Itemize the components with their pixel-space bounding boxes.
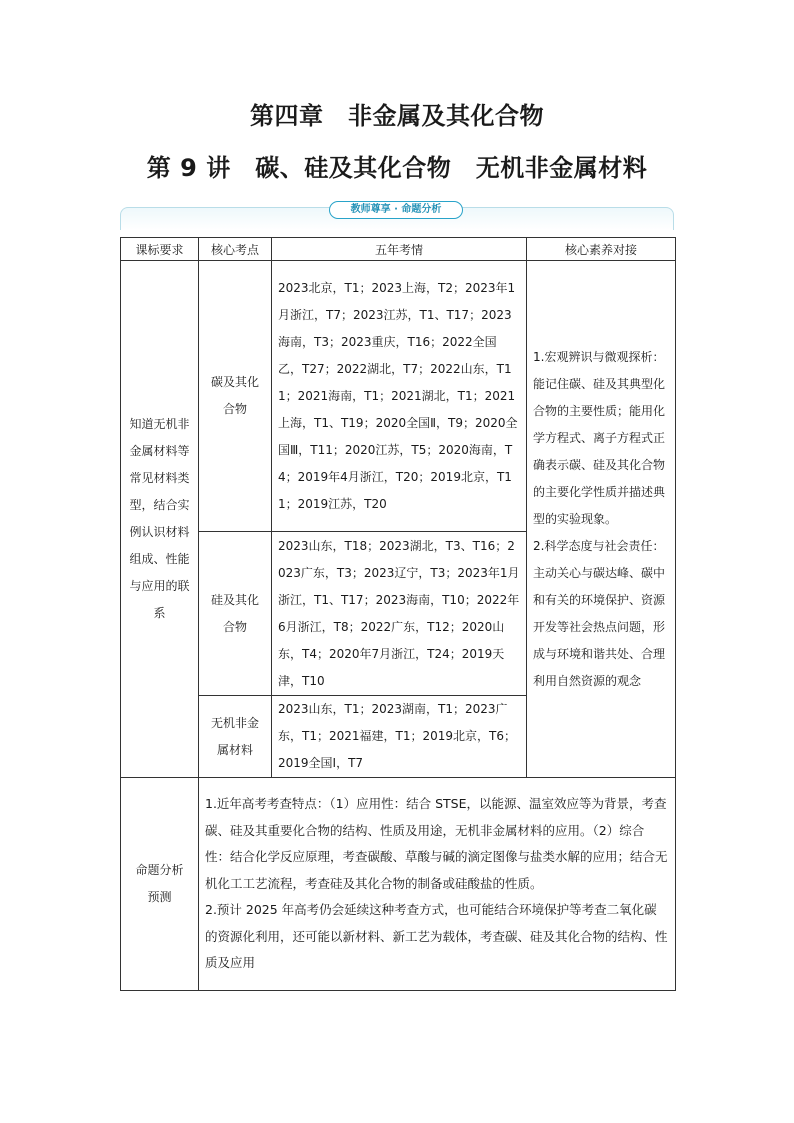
exam-list-silicon: 2023山东，T18；2023湖北，T3、T16；2023广东，T3；2023辽宁，T3；2023年1月浙江，T1、T17；2023海南，T10；2022年6月浙江，T8；2022广东，T12；2020山东，T4；2020年7月浙江，T24；2019天津，T10 [278, 538, 520, 688]
exam-cell [272, 696, 527, 778]
core-point-cell [199, 532, 272, 696]
exam-analysis-table [120, 237, 676, 991]
requirement-cell [121, 261, 199, 778]
requirement-text: 知道无机非金属材料等常见材料类型，结合实例认识材料组成、性能与应用的联系 [129, 417, 190, 620]
analysis-cell [199, 778, 676, 991]
chapter-title: 第四章 非金属及其化合物 [250, 102, 544, 130]
literacy-cell [527, 261, 676, 778]
header-requirement: 课标要求 [121, 238, 199, 261]
analysis-label-cell [121, 778, 199, 991]
core-point-carbon: 碳及其化合物 [211, 375, 260, 416]
exam-cell [272, 261, 527, 532]
literacy-item-2: 2.科学态度与社会责任：主动关心与碳达峰、碳中和有关的环境保护、资源开发等社会热点问题，形成与环境和谐共处、合理利用自然资源的观念 [533, 538, 666, 688]
literacy-item-1: 1.宏观辨识与微观探析：能记住碳、硅及其典型化合物的主要性质；能用化学方程式、离子方程式正确表示碳、硅及其化合物的主要化学性质并描述典型的实验现象。 [533, 349, 666, 526]
header-core-point: 核心考点 [199, 238, 272, 261]
core-point-cell [199, 696, 272, 778]
exam-cell [272, 532, 527, 696]
table-row [121, 261, 676, 532]
core-point-cell [199, 261, 272, 532]
analysis-label: 命题分析预测 [135, 863, 184, 904]
core-point-silicon: 硅及其化合物 [211, 592, 260, 634]
banner-label: 教师尊享 · 命题分析 [329, 201, 463, 219]
analysis-paragraph-1: 1.近年高考考查特点：（1）应用性：结合 STSE，以能源、温室效应等为背景，考查碳、硅及其重要化合物的结构、性质及用途，无机非金属材料的应用。（2）综合性：结合化学反应原理，考查碳酸、草酸与碱的滴定图像与盐类水解的应用；结合无机化工工艺流程，考查硅及其化合物的制备或硅酸盐的性质。 [205, 796, 668, 891]
core-point-materials: 无机非金属材料 [210, 715, 259, 757]
header-literacy: 核心素养对接 [527, 238, 676, 261]
table-row [121, 778, 676, 991]
lecture-title: 第 9 讲 碳、硅及其化合物 无机非金属材料 [146, 154, 648, 182]
exam-list-carbon: 2023北京，T1；2023上海，T2；2023年1月浙江，T7；2023江苏，T1、T17；2023海南，T3；2023重庆，T16；2022全国乙，T27；2022湖北，T7；2022山东，T11；2021海南，T1；2021湖北，T1；2021上海，T1、T19；2020全国Ⅱ，T9；2020全国Ⅲ，T11；2020江苏，T5；2020海南，T4；2019年4月浙江，T20；2019北京，T11；2019江苏，T20 [278, 280, 518, 511]
analysis-paragraph-2: 2.预计 2025 年高考仍会延续这种考查方式，也可能结合环境保护等考查二氧化碳的资源化利用，还可能以新材料、新工艺为载体，考查碳、硅及其化合物的结构、性质及应用 [205, 902, 668, 971]
header-five-year: 五年考情 [272, 238, 527, 261]
exam-list-materials: 2023山东，T1；2023湖南，T1；2023广东，T1；2021福建，T1；2019北京，T6；2019全国Ⅰ，T7 [278, 702, 516, 770]
table-header-row [121, 238, 676, 261]
